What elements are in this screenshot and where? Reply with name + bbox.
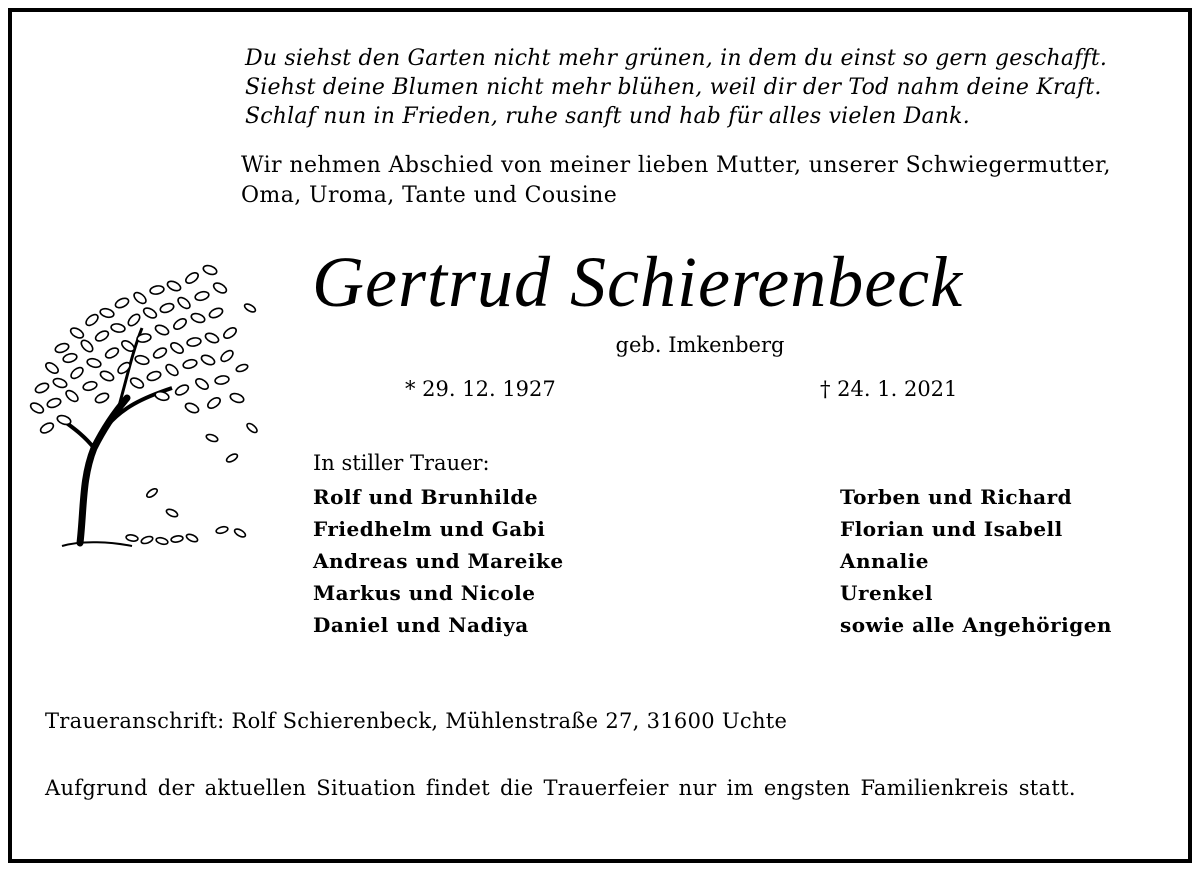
mourner-entry: sowie alle Angehörigen [840, 613, 1112, 637]
mourning-address: Traueranschrift: Rolf Schierenbeck, Mühlenstraße 27, 31600 Uchte [45, 709, 788, 733]
mourner-entry: Daniel und Nadiya [313, 613, 529, 637]
poem-line: Schlaf nun in Frieden, ruhe sanft und hab für alles vielen Dank. [245, 104, 970, 129]
mourners-left-column [313, 481, 564, 641]
funeral-notice: Aufgrund der aktuellen Situation findet die Trauerfeier nur im engsten Familienkreis statt. [45, 776, 1076, 800]
mourner-entry: Annalie [840, 549, 929, 573]
maiden-name: geb. Imkenberg [615, 333, 785, 357]
mourner-entry: Urenkel [840, 581, 933, 605]
mourner-entry: Torben und Richard [840, 485, 1073, 509]
mourner-entry: Andreas und Mareike [313, 549, 564, 573]
mourning-heading: In stiller Trauer: [313, 451, 490, 475]
mourner-entry: Friedhelm und Gabi [313, 517, 546, 541]
mourner-entry: Rolf und Brunhilde [313, 485, 539, 509]
death-date: † 24. 1. 2021 [820, 377, 958, 401]
tree-illustration [22, 258, 272, 558]
windswept-tree-icon [22, 258, 272, 558]
poem [245, 44, 1165, 131]
mourner-entry: Florian und Isabell [840, 517, 1063, 541]
poem-line: Du siehst den Garten nicht mehr grünen, in dem du einst so gern geschafft. [245, 46, 1108, 71]
poem-line: Siehst deine Blumen nicht mehr blühen, weil dir der Tod nahm deine Kraft. [245, 75, 1102, 100]
mourner-entry: Markus und Nicole [313, 581, 536, 605]
deceased-name: Gertrud Schierenbeck [312, 242, 964, 322]
birth-date: * 29. 12. 1927 [405, 377, 556, 401]
mourners-right-column [840, 481, 1112, 641]
intro-text: Wir nehmen Abschied von meiner lieben Mutter, unserer Schwiegermutter, Oma, Uroma, Tante und Cousine [241, 153, 1111, 208]
